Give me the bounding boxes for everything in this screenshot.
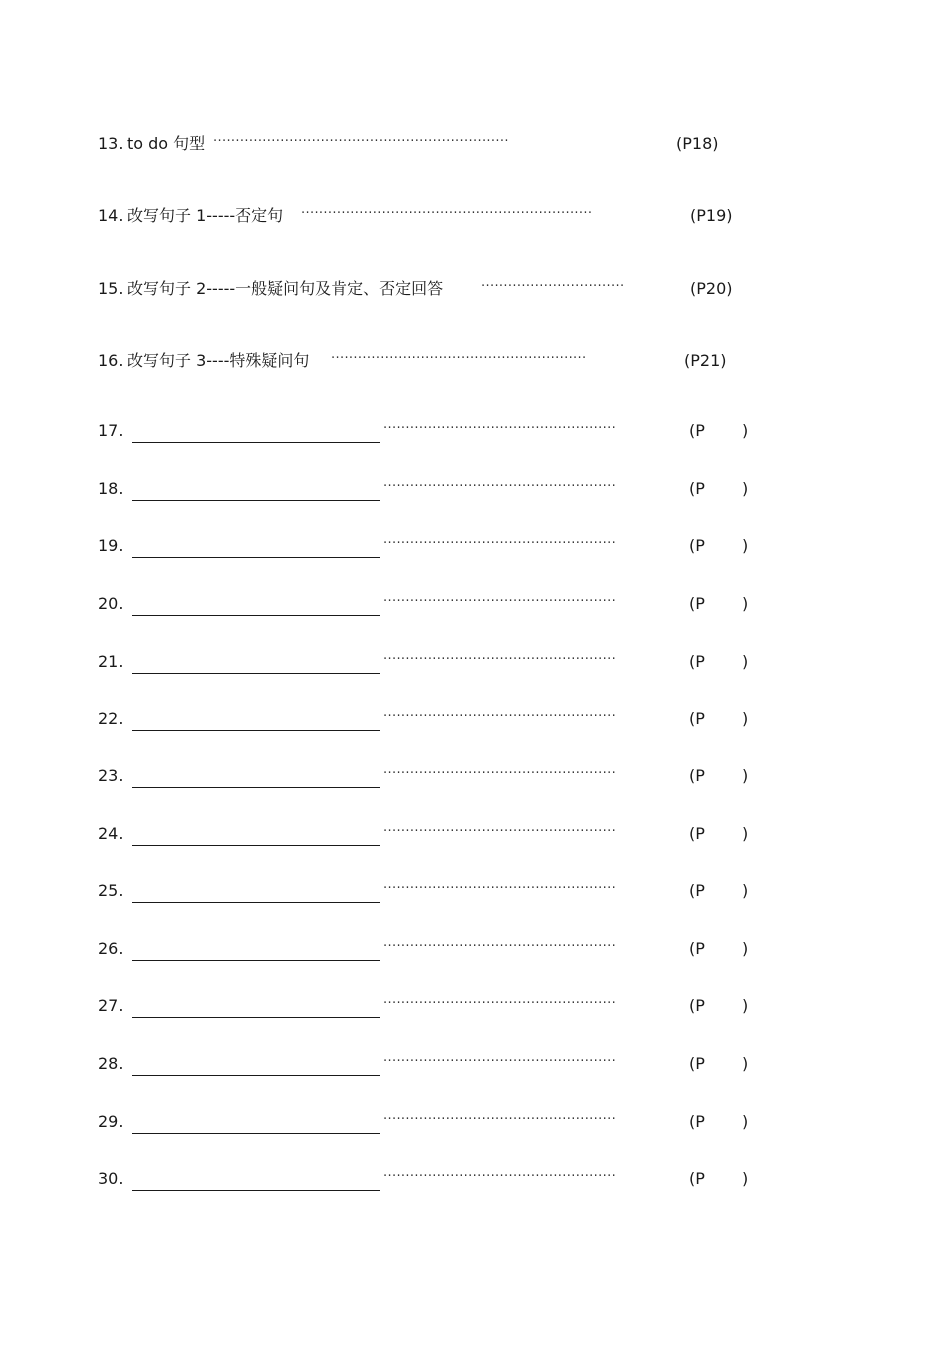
page-close: ) (742, 766, 749, 785)
leader-dots: ···················································· (383, 824, 617, 839)
leader-dots: ···················································· (383, 1054, 617, 1069)
page-close: ) (742, 652, 749, 671)
leader-dots: ···················································· (383, 766, 617, 781)
blank-title-line[interactable] (132, 707, 380, 731)
leader-dots: ···················································· (383, 709, 617, 724)
entry-number: 16. (98, 351, 124, 370)
page-open: (P (689, 1054, 705, 1073)
toc-entry-21 (0, 650, 950, 674)
leader-dots: ································ (481, 279, 625, 294)
entry-title: 改写句子 2-----一般疑问句及肯定、否定回答 (127, 279, 444, 298)
page-close: ) (742, 1169, 749, 1188)
page-open: (P (689, 709, 705, 728)
leader-dots: ···················································· (383, 939, 617, 954)
entry-page: (P21) (684, 351, 727, 370)
toc-entry-15 (0, 277, 950, 301)
page-open: (P (689, 479, 705, 498)
leader-dots: ································································· (301, 206, 593, 221)
entry-page: (P18) (676, 134, 719, 153)
leader-dots: ···················································· (383, 881, 617, 896)
entry-number: 27. (98, 996, 124, 1015)
entry-number: 30. (98, 1169, 124, 1188)
page-open: (P (689, 652, 705, 671)
entry-title: 改写句子 1-----否定句 (127, 206, 284, 225)
page-open: (P (689, 766, 705, 785)
leader-dots: ···················································· (383, 652, 617, 667)
page-open: (P (689, 881, 705, 900)
leader-dots: ···················································· (383, 479, 617, 494)
entry-number: 21. (98, 652, 124, 671)
page-close: ) (742, 939, 749, 958)
entry-number: 18. (98, 479, 124, 498)
blank-title-line[interactable] (132, 822, 380, 846)
blank-title-line[interactable] (132, 994, 380, 1018)
entry-number: 19. (98, 536, 124, 555)
leader-dots: ···················································· (383, 536, 617, 551)
toc-entry-27 (0, 994, 950, 1018)
page-close: ) (742, 421, 749, 440)
page-close: ) (742, 479, 749, 498)
toc-entry-28 (0, 1052, 950, 1076)
entry-number: 17. (98, 421, 124, 440)
leader-dots: ···················································· (383, 421, 617, 436)
entry-number: 13. (98, 134, 124, 153)
page-open: (P (689, 1112, 705, 1131)
toc-entry-30 (0, 1167, 950, 1191)
leader-dots: ···················································· (383, 594, 617, 609)
page-open: (P (689, 996, 705, 1015)
entry-page: (P19) (690, 206, 733, 225)
entry-number: 26. (98, 939, 124, 958)
blank-title-line[interactable] (132, 1052, 380, 1076)
leader-dots: ···················································· (383, 1169, 617, 1184)
blank-title-line[interactable] (132, 1110, 380, 1134)
entry-number: 29. (98, 1112, 124, 1131)
page-open: (P (689, 1169, 705, 1188)
page-close: ) (742, 1054, 749, 1073)
blank-title-line[interactable] (132, 592, 380, 616)
toc-entry-16 (0, 349, 950, 373)
blank-title-line[interactable] (132, 1167, 380, 1191)
entry-number: 22. (98, 709, 124, 728)
page-close: ) (742, 594, 749, 613)
entry-number: 25. (98, 881, 124, 900)
toc-entry-22 (0, 707, 950, 731)
page-close: ) (742, 881, 749, 900)
entry-title: 改写句子 3----特殊疑问句 (127, 351, 310, 370)
leader-dots: ···················································· (383, 996, 617, 1011)
blank-title-line[interactable] (132, 534, 380, 558)
entry-number: 14. (98, 206, 124, 225)
toc-entry-20 (0, 592, 950, 616)
toc-entry-29 (0, 1110, 950, 1134)
page-open: (P (689, 939, 705, 958)
blank-title-line[interactable] (132, 937, 380, 961)
entry-number: 15. (98, 279, 124, 298)
page-open: (P (689, 594, 705, 613)
blank-title-line[interactable] (132, 764, 380, 788)
page-open: (P (689, 536, 705, 555)
entry-page: (P20) (690, 279, 733, 298)
toc-entry-17 (0, 419, 950, 443)
entry-number: 23. (98, 766, 124, 785)
blank-title-line[interactable] (132, 879, 380, 903)
toc-entry-24 (0, 822, 950, 846)
page-close: ) (742, 1112, 749, 1131)
leader-dots: ·································································· (213, 134, 509, 149)
page-open: (P (689, 421, 705, 440)
entry-title: to do 句型 (127, 134, 206, 153)
page-close: ) (742, 709, 749, 728)
page-open: (P (689, 824, 705, 843)
page-close: ) (742, 996, 749, 1015)
blank-title-line[interactable] (132, 477, 380, 501)
toc-entry-23 (0, 764, 950, 788)
page-close: ) (742, 824, 749, 843)
toc-entry-25 (0, 879, 950, 903)
page-close: ) (742, 536, 749, 555)
entry-number: 24. (98, 824, 124, 843)
leader-dots: ························································· (331, 351, 587, 366)
blank-title-line[interactable] (132, 419, 380, 443)
entry-number: 20. (98, 594, 124, 613)
toc-entry-14 (0, 204, 950, 228)
blank-title-line[interactable] (132, 650, 380, 674)
entry-number: 28. (98, 1054, 124, 1073)
toc-entry-26 (0, 937, 950, 961)
toc-entry-13 (0, 132, 950, 156)
toc-entry-19 (0, 534, 950, 558)
toc-entry-18 (0, 477, 950, 501)
leader-dots: ···················································· (383, 1112, 617, 1127)
